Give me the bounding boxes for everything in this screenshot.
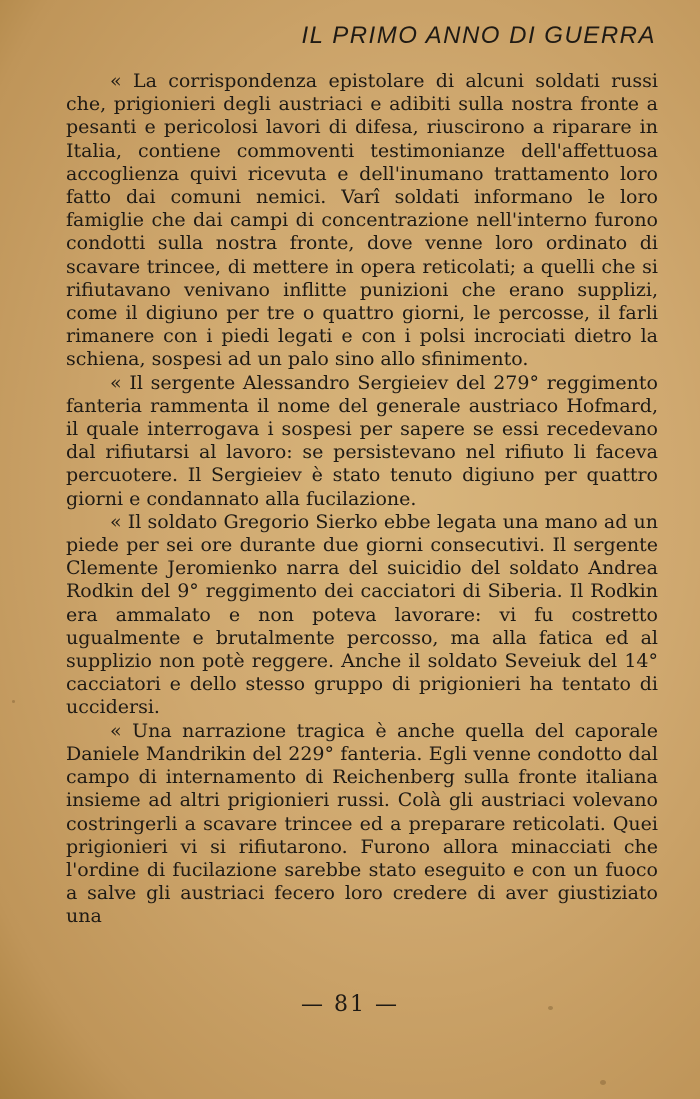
paper-speck (600, 1080, 606, 1085)
page-number: — 81 — (301, 992, 399, 1017)
paragraph-3: « Il soldato Gregorio Sierko ebbe legata una mano ad un piede per sei ore durante due giorni consecutivi. Il sergente Clemente Jeromienko narra del suicidio del soldato Andrea Rodkin del 9° reggimento dei cacciatori di Siberia. Il Rodkin era ammalato e non poteva lavorare: vi fu costretto ugualmente e brutalmente percosso, ma alla fatica ed al supplizio non potè reggere. Anche il soldato Seveiuk del 14° cacciatori e dello stesso gruppo di prigionieri ha tentato di uccidersi. (66, 510, 658, 719)
paragraph-2: « Il sergente Alessandro Sergieiev del 279° reggimento fanteria rammenta il nome del generale austriaco Hofmard, il quale interrogava i sospesi per sapere se essi recedevano dal rifiutarsi al lavoro: se persistevano nel rifiuto li faceva percuotere. Il Sergieiev è stato tenuto digiuno per quattro giorni e condannato alla fucilazione. (66, 371, 658, 510)
paragraph-4: « Una narrazione tragica è anche quella del caporale Daniele Mandrikin del 229° fanteria. Egli venne condotto dal campo di internamento di Reichenberg sulla fronte italiana insieme ad altri prigionieri russi. Colà gli austriaci volevano costringerli a scavare trincee ed a preparare reticolati. Quei prigionieri vi si rifiutarono. Furono allora minacciati che l'ordine di fucilazione sarebbe stato eseguito e con un fuoco a salve gli austriaci fecero loro credere di aver giustiziato una (66, 719, 658, 928)
running-head: IL PRIMO ANNO DI GUERRA (301, 22, 656, 49)
paper-speck (12, 700, 15, 703)
paragraph-1: « La corrispondenza epistolare di alcuni soldati russi che, prigionieri degli austriaci e adibiti sulla nostra fronte a pesanti e pericolosi lavori di difesa, riuscirono a riparare in Italia, contiene commoventi testimonianze dell'affettuosa accoglienza quivi ricevuta e dell'inumano trattamento loro fatto dai comuni nemici. Varî soldati informano le loro famiglie che dai campi di concentrazione nell'interno furono condotti sulla nostra fronte, dove venne loro ordinato di scavare trincee, di mettere in opera reticolati; a quelli che si rifiutavano venivano inflitte punizioni che erano supplizi, come il digiuno per tre o quattro giorni, le percosse, il farli rimanere con i piedi legati e con i polsi incrociati dietro la schiena, sospesi ad un palo sino allo sfinimento. (66, 70, 658, 371)
body-text (66, 70, 658, 929)
paper-speck (548, 1006, 553, 1010)
